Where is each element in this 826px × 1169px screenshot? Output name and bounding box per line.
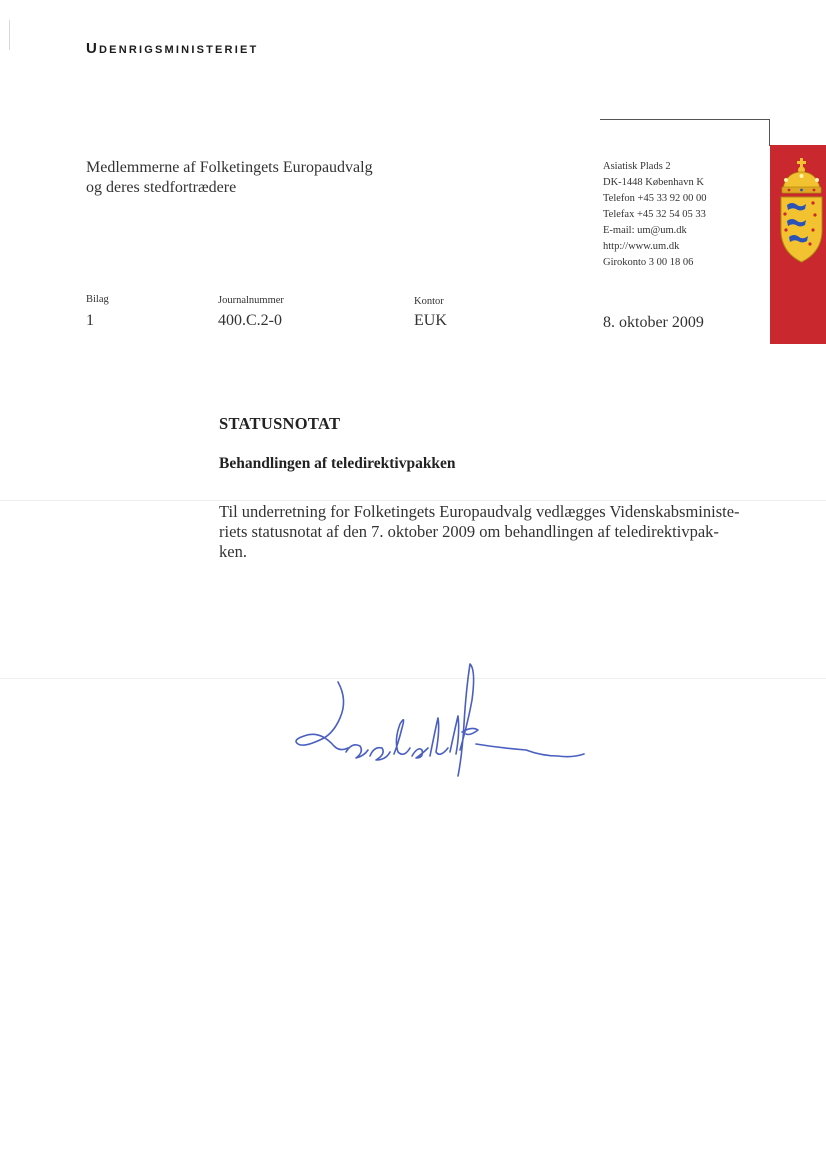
- address-line: Girokonto 3 00 18 06: [603, 257, 694, 268]
- document-date: 8. oktober 2009: [603, 314, 704, 331]
- crest-icon: [777, 158, 826, 273]
- journal-label: Journalnummer: [218, 295, 284, 306]
- document-title: STATUSNOTAT: [219, 414, 341, 433]
- scan-edge-mark: [9, 20, 10, 50]
- body-line: riets statusnotat af den 7. oktober 2009 om behandlingen af teledirektivpak-: [219, 522, 719, 541]
- scan-artifact-line: [0, 500, 826, 501]
- body-paragraph: [219, 502, 784, 562]
- signature-image: [290, 660, 590, 785]
- address-email: E-mail: um@um.dk: [603, 225, 687, 236]
- address-rule-vertical: [769, 119, 770, 146]
- body-line: ken.: [219, 542, 247, 561]
- address-line: Telefax +45 32 54 05 33: [603, 209, 706, 220]
- document-subtitle: Behandlingen af teledirektivpakken: [219, 455, 456, 472]
- recipient-line: og deres stedfortrædere: [86, 179, 237, 196]
- ministry-name: Udenrigsministeriet: [86, 40, 259, 57]
- kontor-label: Kontor: [414, 296, 444, 307]
- recipient-block: [86, 158, 373, 198]
- address-website: http://www.um.dk: [603, 241, 680, 252]
- bilag-value: 1: [86, 312, 94, 329]
- recipient-line: Medlemmerne af Folketingets Europaudvalg: [86, 159, 373, 176]
- kontor-value: EUK: [414, 312, 447, 329]
- body-line: Til underretning for Folketingets Europaudvalg vedlægges Videnskabsministe-: [219, 502, 740, 521]
- address-block: [603, 159, 706, 271]
- bilag-label: Bilag: [86, 294, 109, 305]
- address-line: Telefon +45 33 92 00 00: [603, 193, 707, 204]
- journal-value: 400.C.2-0: [218, 312, 282, 329]
- address-rule-horizontal: [600, 119, 770, 120]
- address-line: Asiatisk Plads 2: [603, 161, 671, 172]
- address-line: DK-1448 København K: [603, 177, 704, 188]
